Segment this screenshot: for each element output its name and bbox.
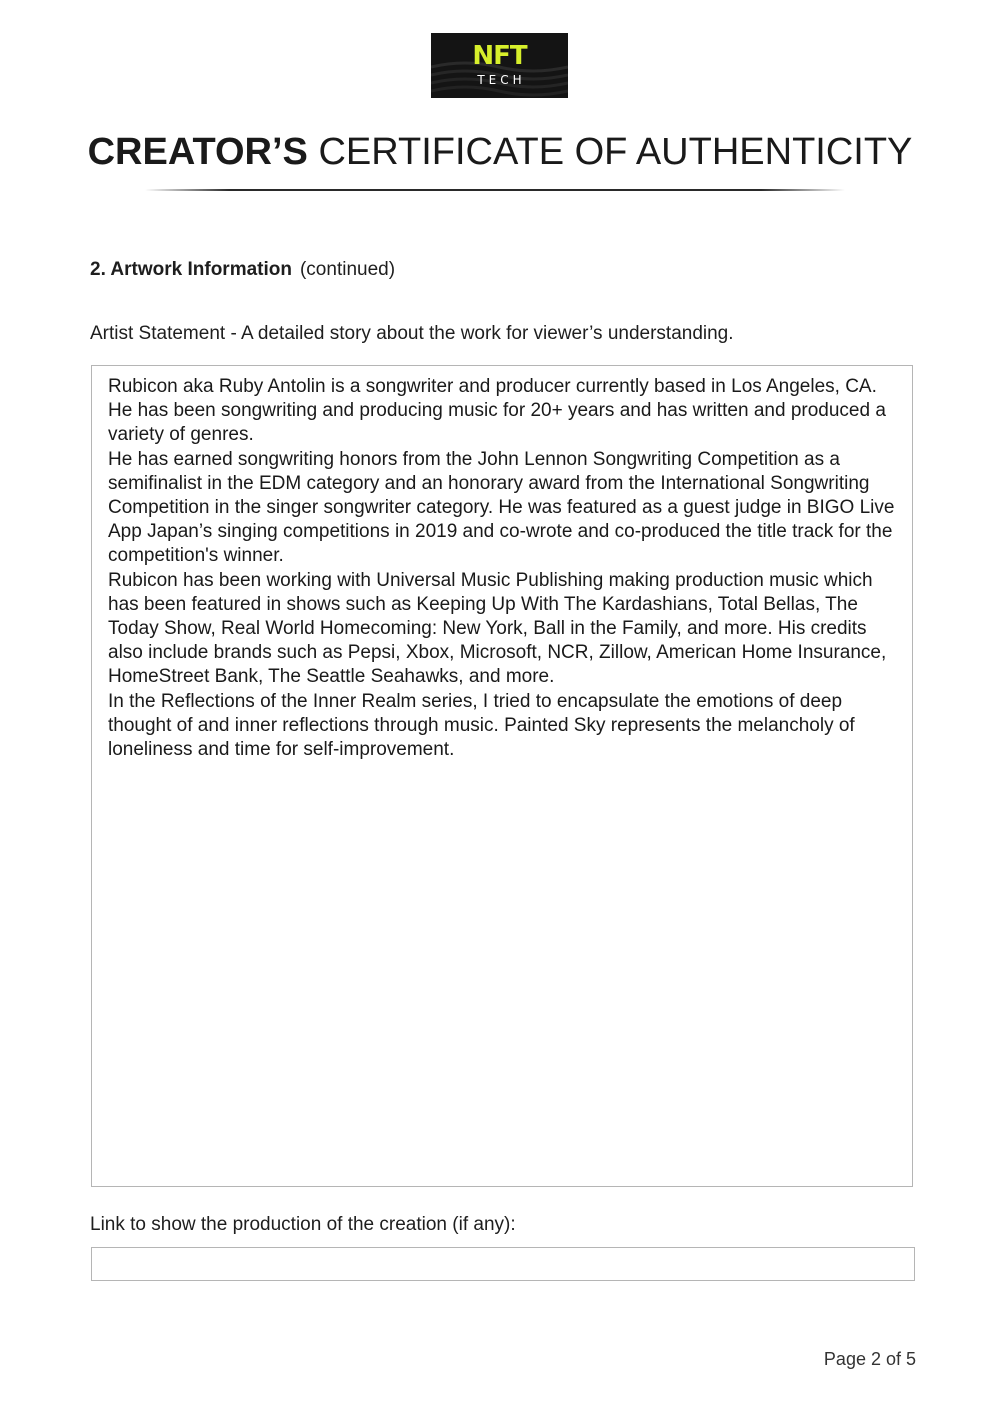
- page-title: [0, 127, 1000, 177]
- production-link-field[interactable]: [91, 1247, 915, 1281]
- page-title-rest: CERTIFICATE OF AUTHENTICITY: [318, 131, 913, 173]
- statement-paragraph-1: Rubicon aka Ruby Antolin is a songwriter and producer currently based in Los Angeles, CA. He has been songwriting and producing music for 20+ years and has written and produced a variety of genres.: [108, 376, 886, 446]
- section-heading-title: 2. Artwork Information: [90, 259, 292, 280]
- statement-paragraph-4: In the Reflections of the Inner Realm series, I tried to encapsulate the emotions of deep thought of and inner reflections through music. Painted Sky represents the melancholy of loneliness and time for self-improvement.: [108, 690, 855, 761]
- title-divider: [145, 189, 845, 191]
- nft-tech-logo: [431, 33, 568, 98]
- artist-statement-label: Artist Statement - A detailed story about the work for viewer’s understanding.: [90, 323, 734, 344]
- statement-paragraph-3: Rubicon has been working with Universal Music Publishing making production music which has been featured in shows such as Keeping Up With The Kardashians, Total Bellas, The Today Show, Real World Homecoming: New York, Ball in the Family, and more. His credits also include brands such as Pepsi, Xbox, Microsoft, NCR, Zillow, American Home Insurance, HomeStreet Bank, The Seattle Seahawks, and more.: [108, 569, 887, 688]
- section-heading-continued: (continued): [299, 259, 396, 280]
- artist-statement-field[interactable]: [91, 365, 913, 1187]
- production-link-label: Link to show the production of the creation (if any):: [90, 1214, 516, 1235]
- section-heading: [90, 257, 395, 283]
- logo-text-tech: TECH: [477, 73, 526, 87]
- logo-text-nft: NFT: [472, 41, 527, 71]
- page-title-bold: CREATOR’S: [87, 131, 308, 173]
- statement-paragraph-2: He has earned songwriting honors from the John Lennon Songwriting Competition as a semifinalist in the EDM category and an honorary award from the International Songwriting Competition in the singer songwriter category. He was featured as a guest judge in BIGO Live App Japan’s singing competitions in 2019 and co-wrote and co-produced the title track for the competition's winner.: [108, 448, 895, 567]
- page-number: Page 2 of 5: [823, 1349, 916, 1369]
